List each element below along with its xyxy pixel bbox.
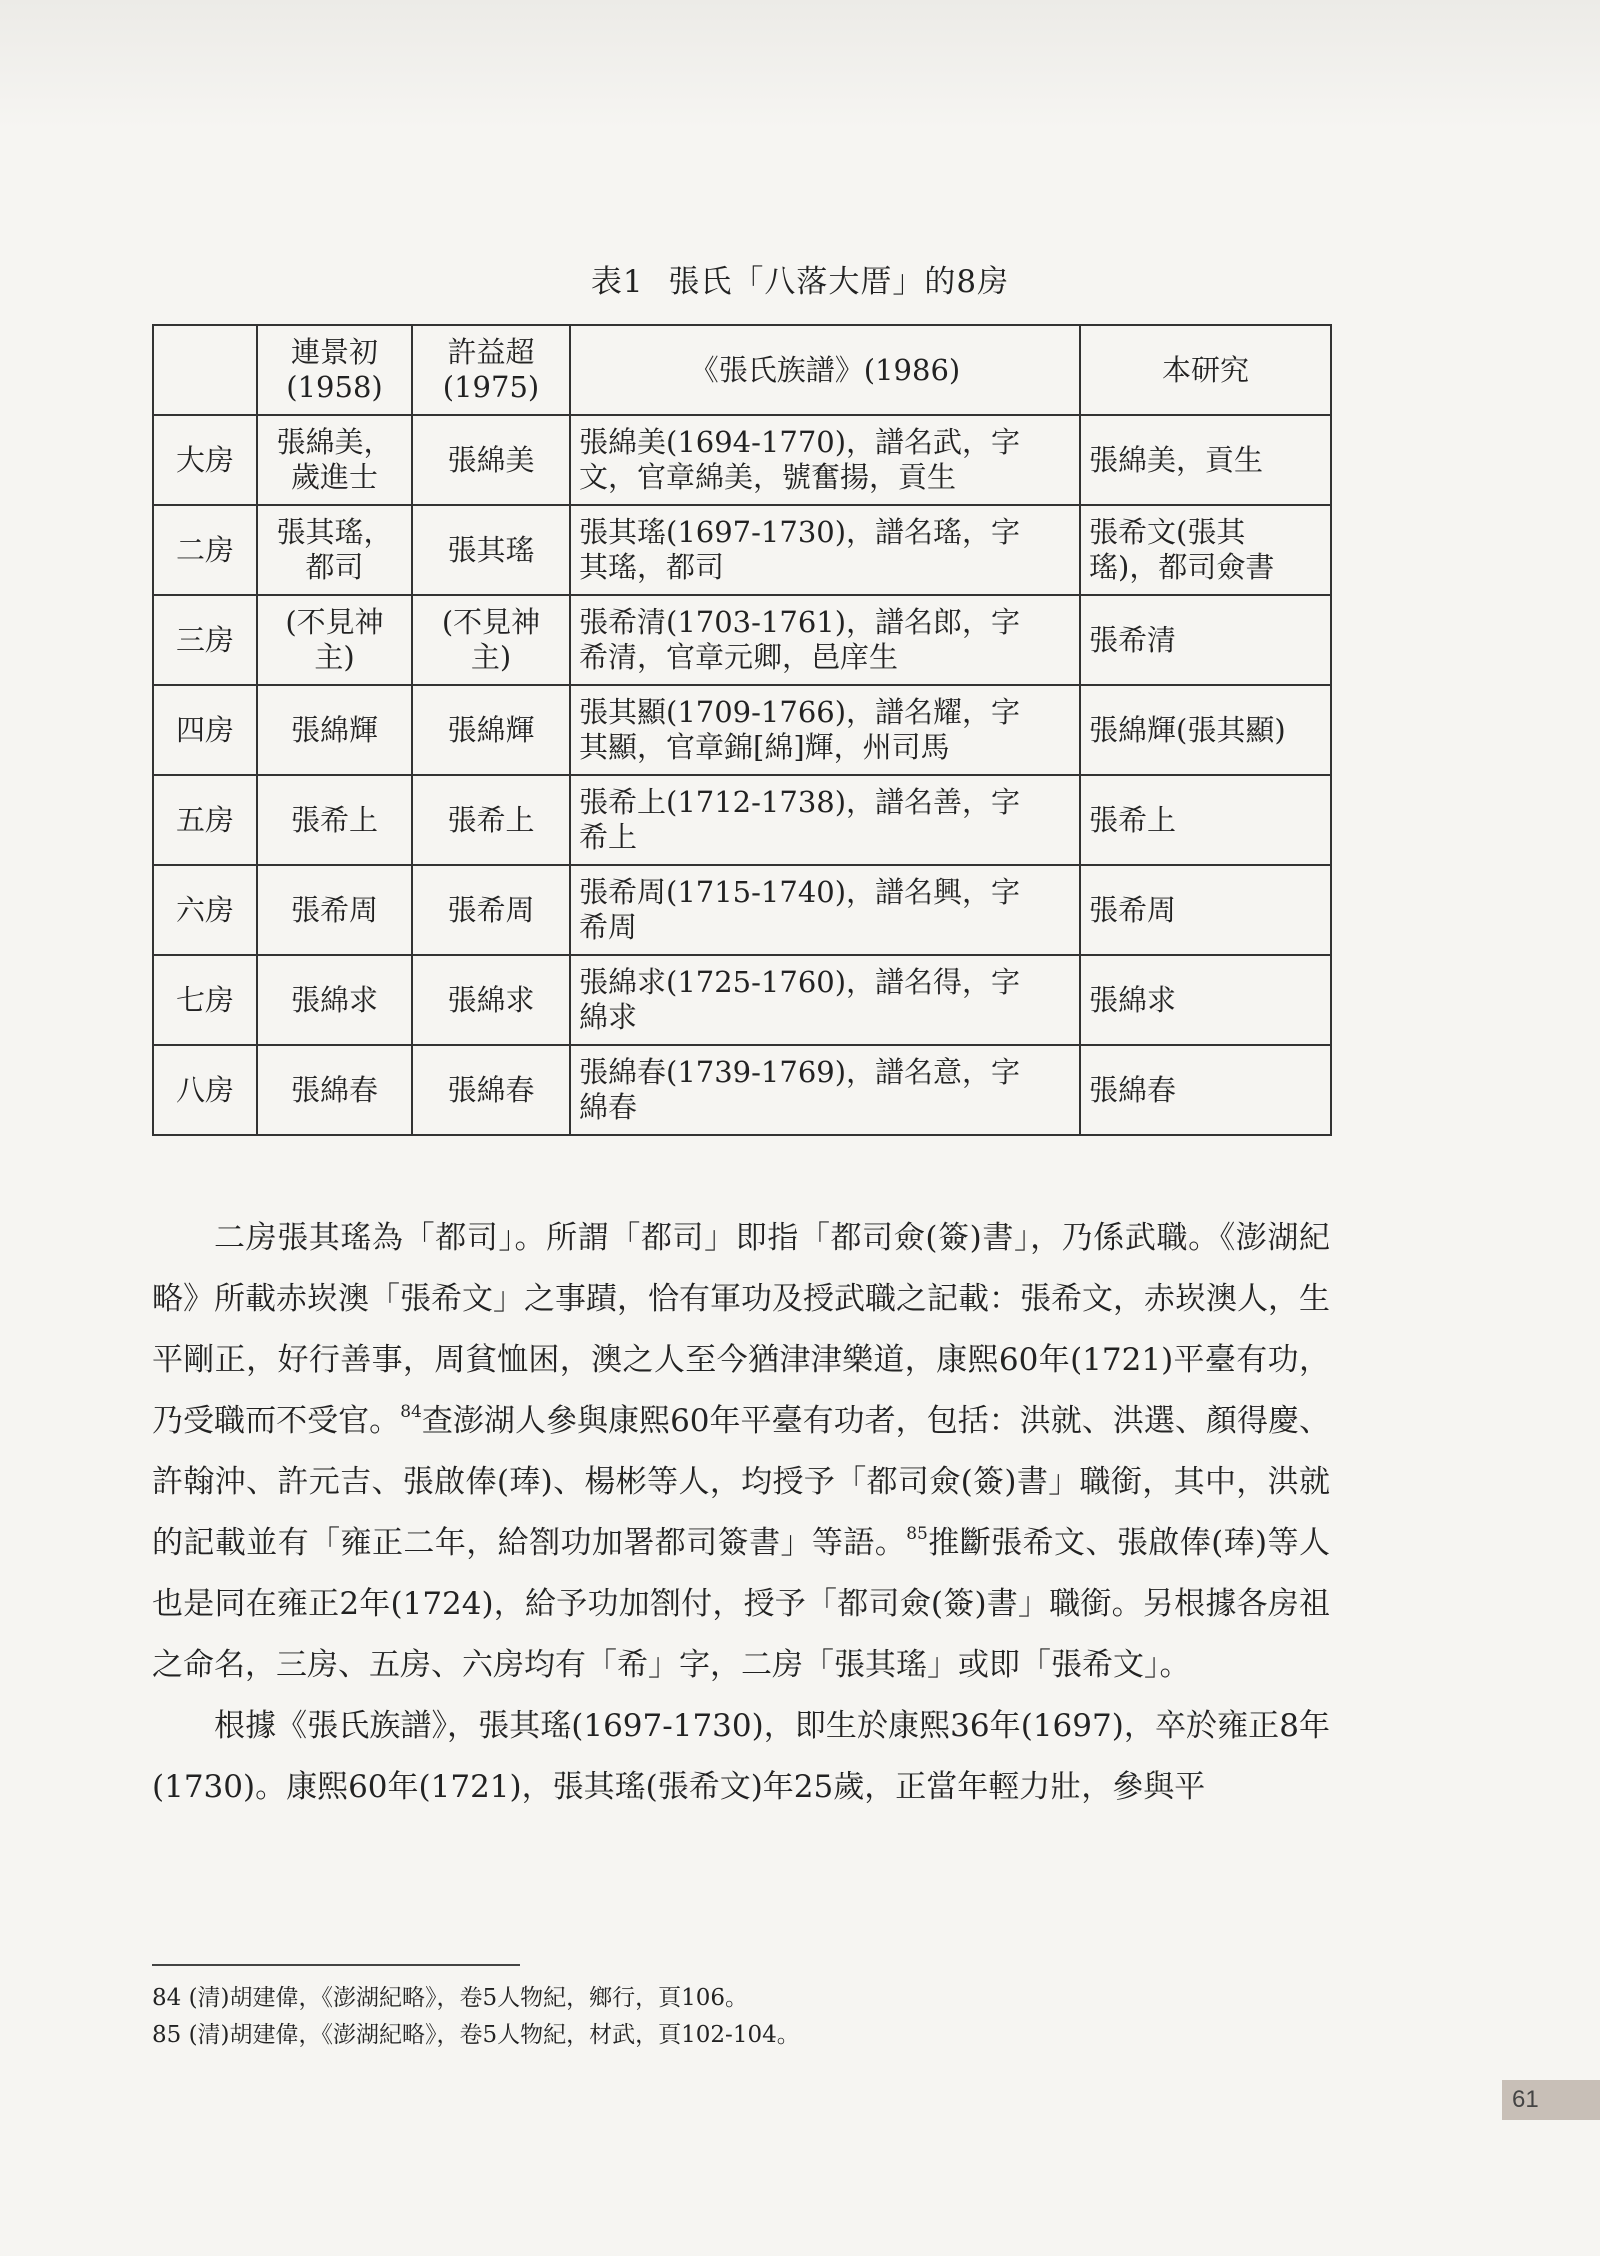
table-row xyxy=(153,685,1331,775)
table-row xyxy=(153,955,1331,1045)
table-row xyxy=(153,595,1331,685)
footnote: 85 (清)胡建偉，《澎湖紀略》，卷5人物紀，材武，頁102-104。 xyxy=(152,2022,800,2048)
genealogy-table xyxy=(152,324,1332,1136)
paragraph-text: 二房張其瑤為「都司」。所謂「都司」即指「都司僉(簽)書」，乃係武職。《澎湖紀略》所載赤崁澳「張希文」之事蹟，恰有軍功及授武職之記載：張希文，赤崁澳人，生平剛正，好行善事，周貧恤困，澳之人至今猶津津樂道，康熙60年(1721)平臺有功，乃受職而不受官。 xyxy=(152,1220,1330,1439)
table-row xyxy=(153,775,1331,865)
footnote-ref: 84 xyxy=(400,1402,422,1422)
table-cell: 張希清 xyxy=(1080,595,1331,685)
table-cell: 張綿求 xyxy=(257,955,412,1045)
table-cell: 張希周 xyxy=(257,865,412,955)
footnote-ref: 85 xyxy=(906,1524,928,1544)
paragraph xyxy=(152,1696,1330,1818)
page-top-shade xyxy=(0,0,1600,130)
paragraph-text: 推斷張希文、張啟俸(琫)等人也是同在雍正2年(1724)，給予功加劄付，授予「都司僉(簽)書」職銜。另根據各房祖之命名，三房、五房、六房均有「希」字，二房「張其瑤」或即「張希文」。 xyxy=(152,1525,1331,1683)
body-text xyxy=(152,1208,1330,1818)
footnote: 84 (清)胡建偉，《澎湖紀略》，卷5人物紀，鄉行，頁106。 xyxy=(152,1985,749,2011)
table-cell: 張希周 xyxy=(1080,865,1331,955)
table-cell: 張希清(1703-1761)，譜名郎，字 希清，官章元卿，邑庠生 xyxy=(570,595,1080,685)
table-cell: 張綿求 xyxy=(1080,955,1331,1045)
table-cell: 張綿美， 歲進士 xyxy=(257,415,412,505)
table-cell: 張其瑤， 都司 xyxy=(257,505,412,595)
table-cell: 張希周 xyxy=(412,865,570,955)
table-cell: 張綿求(1725-1760)，譜名得，字 綿求 xyxy=(570,955,1080,1045)
table-cell: (不見神 主) xyxy=(412,595,570,685)
table-cell: 三房 xyxy=(153,595,257,685)
table-cell: 張綿輝 xyxy=(257,685,412,775)
table-cell: 張其瑤 xyxy=(412,505,570,595)
table-cell: 張希周(1715-1740)，譜名興，字 希周 xyxy=(570,865,1080,955)
table-caption xyxy=(0,256,1600,301)
header-cell: 本研究 xyxy=(1080,325,1331,415)
table-cell: 張希上 xyxy=(1080,775,1331,865)
table-row xyxy=(153,865,1331,955)
footnote-divider xyxy=(152,1964,520,1966)
table-row xyxy=(153,415,1331,505)
table-caption-number: 表1 xyxy=(590,264,644,300)
paragraph-text: 查澎湖人參與康熙60年平臺有功者，包括：洪就、洪選、顏得慶、許翰沖、許元吉、張啟俸(琫)、楊彬等人，均授予「都司僉(簽)書」職銜，其中，洪就的記載並有「雍正二年，給劄功加署都司簽書」等語。 xyxy=(152,1403,1330,1561)
page-number: 61 xyxy=(1502,2080,1600,2120)
header-cell xyxy=(153,325,257,415)
paragraph-text: 根據《張氏族譜》，張其瑤(1697-1730)，即生於康熙36年(1697)，卒於雍正8年(1730)。康熙60年(1721)，張其瑤(張希文)年25歲，正當年輕力壯，參與平 xyxy=(152,1708,1330,1805)
table-cell: 六房 xyxy=(153,865,257,955)
table-cell: 張其瑤(1697-1730)，譜名瑤，字 其瑤，都司 xyxy=(570,505,1080,595)
table-cell: 張綿春(1739-1769)，譜名意，字 綿春 xyxy=(570,1045,1080,1135)
table-cell: 張希上 xyxy=(412,775,570,865)
table-cell: 張綿求 xyxy=(412,955,570,1045)
footnotes xyxy=(152,1980,1330,2054)
table-caption-title: 張氏「八落大厝」的8房 xyxy=(668,264,1010,300)
header-cell: 連景初 (1958) xyxy=(257,325,412,415)
table-cell: (不見神 主) xyxy=(257,595,412,685)
table-cell: 張綿美 xyxy=(412,415,570,505)
table-cell: 張綿美(1694-1770)，譜名武，字 文，官章綿美，號奮揚，貢生 xyxy=(570,415,1080,505)
paragraph xyxy=(152,1208,1330,1696)
header-cell: 許益超 (1975) xyxy=(412,325,570,415)
header-cell: 《張氏族譜》(1986) xyxy=(570,325,1080,415)
table-cell: 四房 xyxy=(153,685,257,775)
table-cell: 張綿春 xyxy=(1080,1045,1331,1135)
table-cell: 張綿輝(張其顯) xyxy=(1080,685,1331,775)
table-cell: 五房 xyxy=(153,775,257,865)
table-body xyxy=(153,415,1331,1135)
table-cell: 張希上(1712-1738)，譜名善，字 希上 xyxy=(570,775,1080,865)
table-cell: 張綿美，貢生 xyxy=(1080,415,1331,505)
table-cell: 七房 xyxy=(153,955,257,1045)
table-header-row xyxy=(153,325,1331,415)
table-cell: 張綿春 xyxy=(257,1045,412,1135)
table-cell: 大房 xyxy=(153,415,257,505)
table-cell: 張希文(張其 瑤)，都司僉書 xyxy=(1080,505,1331,595)
table-cell: 張綿輝 xyxy=(412,685,570,775)
table-cell: 八房 xyxy=(153,1045,257,1135)
table-row xyxy=(153,1045,1331,1135)
table-cell: 張綿春 xyxy=(412,1045,570,1135)
table-row xyxy=(153,505,1331,595)
table-cell: 二房 xyxy=(153,505,257,595)
table-cell: 張其顯(1709-1766)，譜名耀，字 其顯，官章錦[綿]輝，州司馬 xyxy=(570,685,1080,775)
table-cell: 張希上 xyxy=(257,775,412,865)
